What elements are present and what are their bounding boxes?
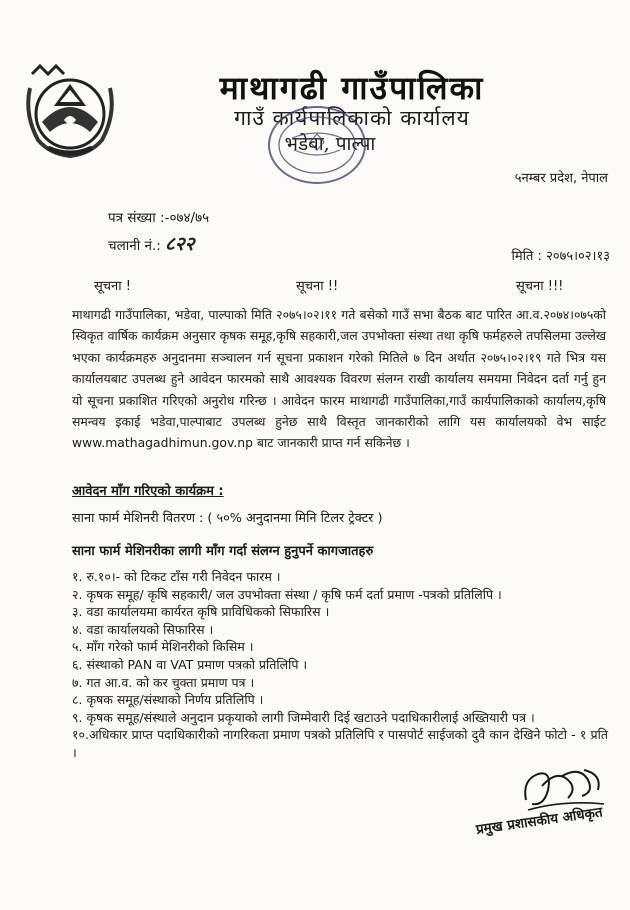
list-item: ४. वडा कार्यालयको सिफारिस ।: [72, 621, 214, 637]
issue-date: मिति : २०७५।०२।१३: [511, 249, 610, 264]
letter-number: [108, 208, 209, 226]
list-item: ७. गत आ.व. को कर चुक्ता प्रमाण पत्र ।: [72, 674, 255, 690]
list-item: ६. संस्थाको PAN वा VAT प्रमाण पत्रको प्रतिलिपि ।: [72, 656, 308, 672]
province-line: ५नम्बर प्रदेश, नेपाल: [514, 171, 608, 186]
government-emblem-icon: [20, 62, 120, 162]
notice-body-paragraph: माथागढी गाउँपालिका, भडेवा, पाल्पाको मिति २०७५।०२।११ गते बसेको गाउँ सभा बैठक बाट पारित आ.व.२०७४।०७५को स्विकृत वार्षिक कार्यक्रम अनुसार कृषक समूह,कृषि सहकारी,जल उपभोक्ता संस्था तथा कृषि फर्महरुले तपसिलमा उल्लेख भएका कार्यक्रमहरु अनुदानमा सञ्चालन गर्न सूचना प्रकाशन गरेको मितिले ७ दिन अर्थात २०७५।०२।१९ गते भित्र यस कार्यालयबाट उपलब्ध हुने आवेदन फारमको साथै आवश्यक विवरण संलग्न राखी कार्यालय समयमा निवेदन दर्ता गर्नु हुन यो सूचना प्रकाशित गरिएको अनुरोध गरिन्छ । आवेदन फारम माथागढी गाउँपालिका,गाउँ कार्यपालिकाको कार्यालय,कृषि समन्वय इकाई भडेवा,पाल्पाबाट उपलब्ध हुनेछ साथै विस्तृत जानकारीको लागि यस कार्यालयको वेभ साईट www.mathagadhimun.gov.np बाट जानकारी प्राप्त गर्न सकिनेछ ।: [72, 307, 606, 451]
list-item: ३. वडा कार्यालयमा कार्यरत कृषि प्राविधिकको सिफारिस ।: [72, 604, 330, 620]
list-item: ९. कृषक समूह/संस्थाले अनुदान प्रकृयाको लागी जिम्मेवारी दिई खटाउने पदाधिकारीलाई अख्तियारी पत्र ।: [72, 709, 535, 725]
notice-heading-2: सूचना !!: [296, 279, 339, 294]
program-heading: आवेदन माँग गरिएको कार्यक्रम :: [72, 484, 224, 499]
dispatch-number-value: ८२२: [164, 233, 195, 255]
office-seal-stamp-icon: [262, 100, 372, 190]
requirements-list: [72, 568, 608, 762]
signatory-title: प्रमुख प्रशासकीय अधिकृत: [475, 804, 604, 838]
documents-heading: साना फार्म मेशिनरीका लागी माँग गर्दा संलग्न हुनुपर्ने कागजातहरु: [72, 544, 374, 559]
distribution-line: साना फार्म मेशिनरी वितरण : ( ५०% अनुदानमा मिनि टिलर ट्रेक्टर ): [72, 511, 383, 526]
list-item: २. कृषक समूह/ कृषि सहकारी/ जल उपभोक्ता संस्था / कृषि फर्म दर्ता प्रमाण -पत्रको प्रतिलिपि ।: [72, 586, 502, 602]
list-item: ८. कृषक समूह/संस्थाको निर्णय प्रतिलिपि ।: [72, 692, 264, 708]
list-item: १०.अधिकार प्राप्त पदाधिकारीको नागरिकता प्रमाण पत्रको प्रतिलिपि र पासपोर्ट साईजको दुवै कान देखिने फोटो - १ प्रति ।: [72, 727, 608, 760]
notice-heading-1: सूचना !: [94, 279, 131, 294]
office-location: भडेवा, पाल्पा: [284, 133, 376, 155]
dispatch-number-label: चलानी नं.:: [108, 238, 161, 254]
letter-number-value: ०७४/७५: [169, 210, 210, 226]
office-subtitle: गाउँ कार्यपालिकाको कार्यालय: [234, 106, 470, 130]
dispatch-number: [108, 230, 194, 256]
municipality-title: माथागढी गाउँपालिका: [219, 69, 485, 107]
list-item: ५. माँग गरेको फार्म मेशिनरीको किसिम ।: [72, 639, 254, 655]
list-item: १. रु.१०।- को टिकट टाँस गरी निवेदन फारम ।: [72, 569, 281, 584]
notice-heading-3: सूचना !!!: [516, 279, 564, 294]
letter-number-label: पत्र संख्या :-: [108, 210, 170, 226]
